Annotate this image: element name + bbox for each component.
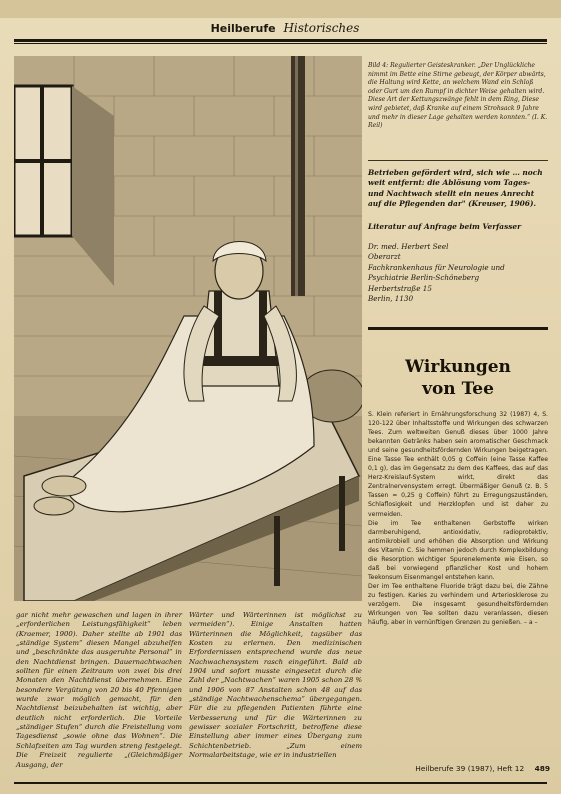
header-section: Heilberufe	[210, 22, 276, 35]
address-line: Fachkrankenhaus für Neurologie und	[368, 262, 505, 272]
address-line: Oberarzt	[368, 252, 401, 262]
caption-rule	[368, 160, 548, 161]
tea-paragraph: S. Klein referiert in Ernährungsforschung 32 (1987) 4, S. 120-122 über Inhaltsstoffe und Wirkungen des schwarzen Tees. Zum weltweiten Genuß dieses über 1000 Jahre bekannten Getränks haben sein aromatischer Geschmack und seine gesundheitsfördernden Wirkungen beigetragen. Eine Tasse Tee enthält 0,05 g Coffein (eine Tasse Kaffee 0,1 g), das im Gegensatz zu dem des Kaffees, das auf das Herz-Kreislauf-System wirkt, direkt das Zentralnervensystem erregt. Übermäßiger Genuß (z. B. 5 Tassen = 0,25 g Coffein) führt zu Erregungszuständen, Schlaflosigkeit und Herzklopfen und ist daher zu vermeiden.	[368, 411, 548, 518]
page-footer	[390, 764, 550, 774]
title-line: Wirkungen	[405, 357, 511, 377]
header-rule-thin	[14, 43, 547, 44]
page-number: 489	[534, 764, 550, 773]
journal-citation: Heilberufe 39 (1987), Heft 12	[415, 764, 525, 773]
history-column-left: gar nicht mehr gewaschen und lagen in ihrer „erforderlichen Leistungsfähigkeit“ leben (Kraemer, 1900). Daher stellte ab 1901 das „ständige System“ diesen Mangel abzuhelfen und „beschränkte das ausgeruhte Personal“ in den Nachtdienst bringen. Dauernachtwachen sollten für einen Zeitraum von zwei bis drei Monaten den Nachtdienst übernehmen. Eine besondere Vergütung von 20 bis 40 Pfennigen wurde zwar möglich gemacht, für den Nachtdienst beizubehalten ist wichtig, aber deutlich nicht erforderlich. Die Vorteile „ständiger Stufen“ durch die Freistellung vom Tagesdienst „sowie ohne das Wohnen“. Die Schlafzeiten am Tag wurden streng festgelegt. Die Freizeit regulierte „(Gleichmäßiger Ausgang, der	[16, 611, 182, 769]
literature-note: Literatur auf Anfrage beim Verfasser	[368, 222, 521, 231]
title-line: von Tee	[422, 379, 494, 399]
history-column-right: Wärter und Wärterinnen ist möglichst zu vermeiden“). Einige Anstalten hatten Wärterinnen die Möglichkeit, tagsüber das Kosten zu erlernen. Den medizinischen Erfordernissen entsprechend wurde das neue Nachwachensystem rasch eingeführt. Bald ab 1904 und sofort musste eingesetzt durch die Zahl der „Nachtwachen“ waren 1905 schon 28 % und 1906 von 87 Anstalten schon 48 auf das „ständige Nachtwachenschema“ übergegangen. Für die zu pflegenden Patienten führte eine Verbesserung und für die Wärterinnen zu gewisser sozialer Fortschritt, betroffene diese Einstellung aber immer eines Übergang zum Schichtenbetrieb. „Zum einem Normalarbeitstage, wie er in industriellen	[189, 611, 362, 760]
footer-rule	[14, 782, 547, 784]
author-address	[368, 242, 548, 304]
section-rule	[368, 327, 548, 330]
header-rule	[14, 39, 547, 42]
article-title	[368, 356, 548, 400]
tea-paragraph: Der im Tee enthaltene Fluoride trägt dazu bei, die Zähne zu festigen. Karies zu verhindern und Arteriosklerose zu verzögern. Die insgesamt gesundheitsfördernden Wirkungen von Tee sollten dazu veranlassen, diesen häufig, aber in vernünftigen Grenzen zu genießen. – a –	[368, 582, 548, 627]
address-line: Psychiatrie Berlin-Schöneberg	[368, 273, 480, 283]
closing-quote: Betrieben gefördert wird, sich wie … noch weit entfernt: die Ablösung vom Tages- und Nachtwach stellt ein neues Anrecht auf die Pflegenden dar" (Kreuser, 1906).	[368, 168, 543, 209]
tea-article-body	[368, 410, 548, 627]
page-header	[210, 19, 360, 37]
top-band	[0, 0, 561, 18]
address-line: Herbertstraße 15	[368, 283, 432, 293]
address-line: Dr. med. Herbert Seel	[368, 242, 449, 251]
illustration-caption: Bild 4: Regulierter Geisteskranker. „Der Unglückliche nimmt im Bette eine Stirne gebeugt, der Körper abwärts, die Haltung wird Kette, an welchem Wand ein Schloß oder Gurt um den Rumpf in dichter Weise gehalten wird. Diese Art der Kettungszwänge fehlt in dem Ring, Diese wird gebietet, daß Kranke auf einem Strohsack 9 Jahre und mehr in dieser Lage gehalten werden konnten.“ (I. K. Reil)	[368, 62, 548, 130]
patient-illustration-drawing	[14, 56, 362, 601]
historical-illustration	[14, 56, 362, 601]
header-subsection: Historisches	[283, 21, 360, 35]
address-line: Berlin, 1130	[368, 294, 414, 304]
tea-paragraph: Die im Tee enthaltenen Gerbstoffe wirken darmberuhigend, antioxidativ, radioprotektiv, antimikrobiell und erhöhen die Absorption und Wirkung des Vitamin C. Sie hemmen jedoch durch Komplexbildung die Resorption wichtiger Spurenelemente wie Eisen, so daß bei vorwiegend pflanzlicher Kost und hohem Teekonsum Eisenmangel entstehen kann.	[368, 519, 548, 581]
